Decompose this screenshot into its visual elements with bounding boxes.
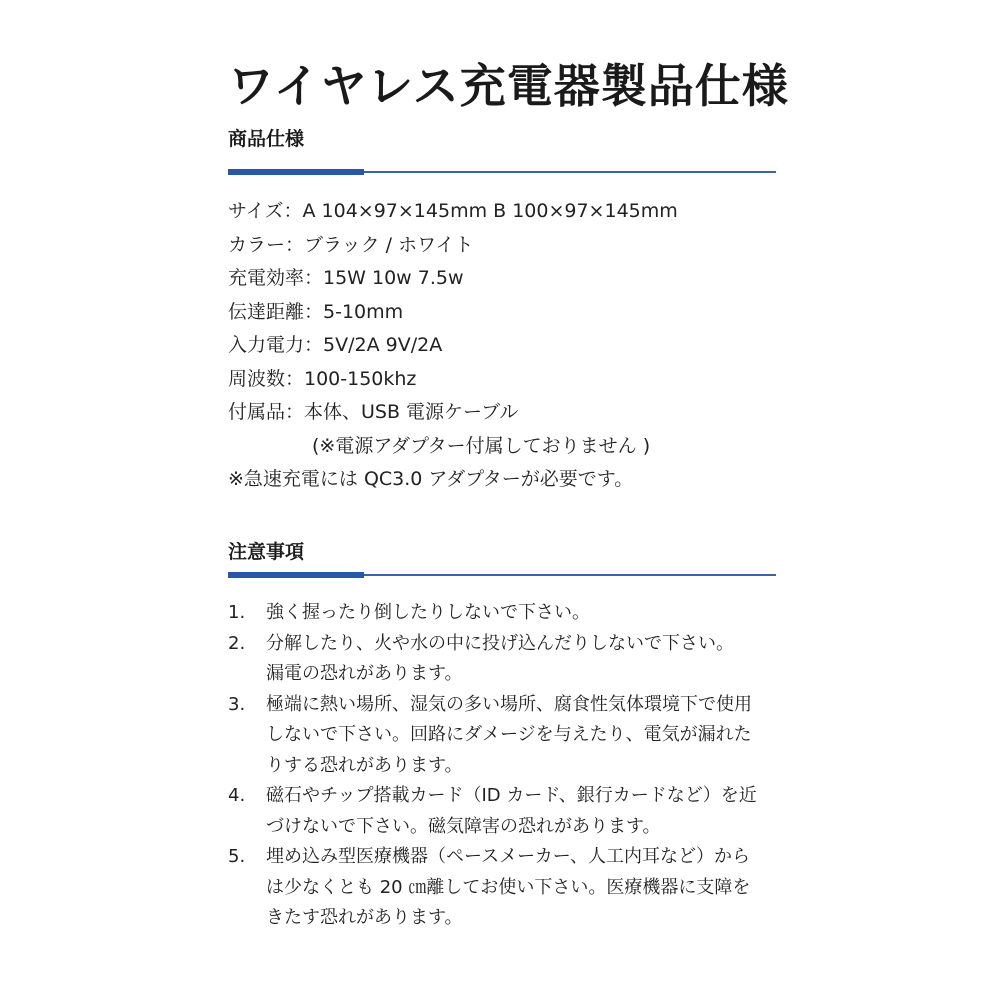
spec-fast-charge-note: ※急速充電には QC3.0 アダプターが必要です。 [228, 468, 634, 490]
caution-number: 3. [228, 693, 246, 715]
spec-efficiency: 充電効率：15W 10w 7.5w [228, 267, 464, 289]
caution-number: 1. [228, 602, 246, 623]
spec-size: サイズ：A 104×97×145mm B 100×97×145mm [228, 200, 678, 222]
spec-accessories-note: (※電源アダプター付属しておりません ) [312, 434, 651, 457]
caution-text: きたす恐れがあります。 [266, 907, 463, 928]
caution-list [228, 598, 788, 934]
caution-text: 極端に熱い場所、湿気の多い場所、腐食性気体環境下で使用 [266, 693, 752, 715]
caution-number: 5. [228, 846, 246, 867]
divider-accent [228, 169, 364, 175]
spec-frequency: 周波数：100-150khz [228, 367, 417, 390]
divider-accent [228, 572, 364, 578]
spec-accessories: 付属品：本体、USB 電源ケーブル [228, 401, 519, 423]
spec-list [228, 195, 678, 497]
caution-section-divider [228, 572, 776, 578]
caution-item [228, 781, 788, 842]
spec-distance: 伝達距離：5-10mm [228, 300, 404, 323]
caution-text: は少なくとも 20 ㎝離してお使い下さい。医療機器に支障を [266, 876, 751, 898]
caution-number: 2. [228, 632, 246, 654]
caution-section-heading: 注意事項 [228, 541, 305, 563]
caution-item [228, 598, 788, 629]
caution-text: 分解したり、火や水の中に投げ込んだりしないで下さい。 [266, 632, 734, 654]
caution-item [228, 690, 788, 782]
caution-text: 漏電の恐れがあります。 [266, 663, 463, 684]
caution-item [228, 842, 788, 934]
spec-section-divider [228, 169, 776, 175]
spec-color: カラー：ブラック / ホワイト [228, 233, 474, 256]
caution-text: 埋め込み型医療機器（ペースメーカー、人工内耳など）から [266, 846, 751, 867]
page-title: ワイヤレス充電器製品仕様 [228, 59, 789, 113]
caution-text: しないで下さい。回路にダメージを与えたり、電気が漏れた [266, 724, 752, 745]
spec-input-power: 入力電力：5V/2A 9V/2A [228, 334, 443, 356]
caution-text: 強く握ったり倒したりしないで下さい。 [266, 602, 590, 623]
caution-number: 4. [228, 785, 246, 806]
caution-item [228, 629, 788, 690]
caution-text: 磁石やチップ搭載カード（ID カード、銀行カードなど）を近 [266, 785, 757, 806]
caution-text: りする恐れがあります。 [266, 754, 463, 776]
caution-text: づけないで下さい。磁気障害の恐れがあります。 [266, 815, 661, 837]
spec-section-heading: 商品仕様 [228, 128, 305, 150]
